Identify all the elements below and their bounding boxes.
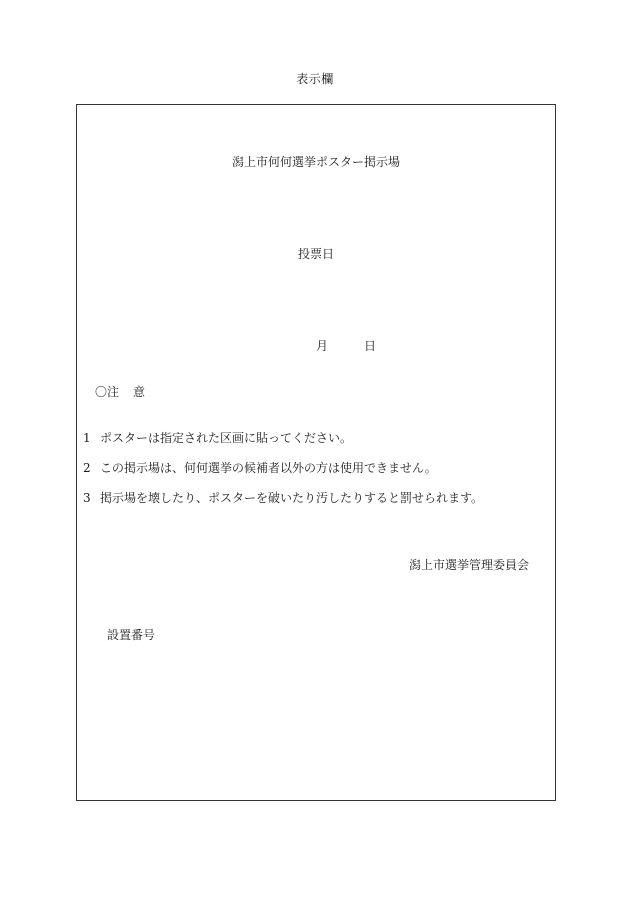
rule-item xyxy=(83,429,483,459)
rules-list xyxy=(83,429,483,519)
rule-number: 3 xyxy=(83,491,91,505)
issuer-name: 潟上市選挙管理委員会 xyxy=(408,558,529,572)
installation-number-label: 設置番号 xyxy=(107,628,156,642)
rule-item xyxy=(83,489,483,519)
notice-word: 意 xyxy=(133,385,146,399)
rule-text: 掲示場を壊したり、ポスターを破いたり汚したりすると罰せられます。 xyxy=(100,491,484,505)
rule-text: この掲示場は、何何選挙の候補者以外の方は使用できません。 xyxy=(100,461,437,475)
display-field-heading: 表示欄 xyxy=(296,72,334,86)
day-label: 日 xyxy=(364,339,377,353)
month-label: 月 xyxy=(316,339,329,353)
poster-board-title: 潟上市何何選挙ポスター掲示場 xyxy=(231,155,400,169)
rule-text: ポスターは指定された区画に貼ってください。 xyxy=(100,431,353,445)
rule-item xyxy=(83,459,483,489)
poster-board-frame xyxy=(76,104,556,801)
rule-number: 1 xyxy=(83,431,91,445)
notice-heading xyxy=(95,383,145,400)
notice-mark: 〇注 xyxy=(95,385,120,399)
voting-day-label: 投票日 xyxy=(297,247,334,261)
rule-number: 2 xyxy=(83,461,91,475)
